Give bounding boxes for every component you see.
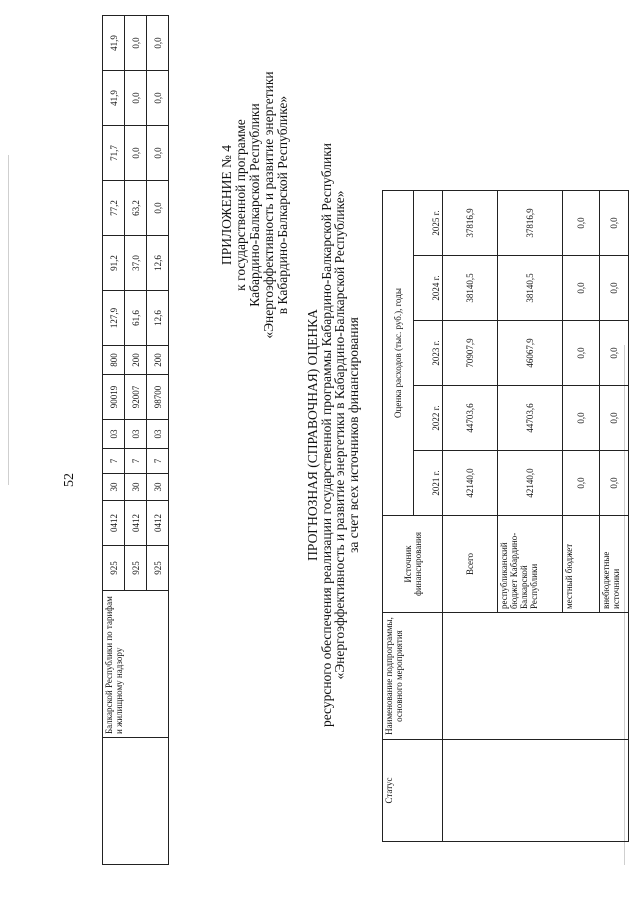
- table-cell: 63,2: [125, 181, 147, 236]
- org-name-cell: Балкарской Республики по тарифам и жилищному надзору: [103, 591, 169, 738]
- value-cell: 0,0: [563, 451, 600, 516]
- resource-table: [382, 190, 629, 842]
- table-cell: 127,9: [103, 291, 125, 346]
- blank-cell: [103, 738, 169, 865]
- value-cell: 0,0: [600, 191, 629, 256]
- header-source: Источник финансирования: [383, 516, 443, 613]
- table-cell: 0,0: [147, 126, 169, 181]
- header-year: 2023 г.: [414, 321, 443, 386]
- value-cell: 0,0: [563, 386, 600, 451]
- name-cell: [443, 613, 629, 740]
- header-year: 2025 г.: [414, 191, 443, 256]
- appendix-block: [220, 15, 290, 395]
- table-cell: 7: [103, 449, 125, 474]
- table-cell: 77,2: [103, 181, 125, 236]
- value-cell: 0,0: [600, 256, 629, 321]
- table-cell: 03: [103, 420, 125, 449]
- table-cell: 200: [147, 346, 169, 375]
- table-cell: 0412: [125, 501, 147, 546]
- top-table: [102, 15, 169, 865]
- header-year: 2021 г.: [414, 451, 443, 516]
- value-cell: 42140,0: [498, 451, 563, 516]
- heading-line: за счет всех источников финансирования: [345, 317, 361, 553]
- table-cell: 90019: [103, 375, 125, 420]
- header-year: 2022 г.: [414, 386, 443, 451]
- source-cell: Всего: [443, 516, 498, 613]
- table-cell: 0,0: [147, 71, 169, 126]
- document-heading: [306, 45, 360, 825]
- value-cell: 38140,5: [498, 256, 563, 321]
- table-cell: 800: [103, 346, 125, 375]
- table-row: [443, 191, 498, 842]
- table-cell: 7: [125, 449, 147, 474]
- heading-line: ресурсного обеспечения реализации государственной программы Кабардино-Балкарской Республики: [318, 142, 334, 728]
- value-cell: 0,0: [600, 451, 629, 516]
- header-estimate: Оценка расходов (тыс. руб.), годы: [383, 191, 414, 516]
- table-cell: 0,0: [125, 16, 147, 71]
- table-cell: 71,7: [103, 126, 125, 181]
- source-cell: внебюджетные источники: [600, 516, 629, 613]
- table-row: [103, 16, 125, 865]
- table-cell: 03: [125, 420, 147, 449]
- appendix-title: ПРИЛОЖЕНИЕ № 4: [219, 144, 234, 266]
- value-cell: 0,0: [600, 386, 629, 451]
- appendix-line: Кабардино-Балкарской Республики: [247, 103, 262, 307]
- table-cell: 0,0: [147, 181, 169, 236]
- value-cell: 38140,5: [443, 256, 498, 321]
- heading-line: «Энергоэффективность и развитие энергетики в Кабардино-Балкарской Республике»: [332, 190, 347, 680]
- value-cell: 42140,0: [443, 451, 498, 516]
- header-year: 2024 г.: [414, 256, 443, 321]
- value-cell: 46067,9: [498, 321, 563, 386]
- table-cell: 92007: [125, 375, 147, 420]
- table-cell: 0412: [103, 501, 125, 546]
- table-cell: 0412: [147, 501, 169, 546]
- table-cell: 37,0: [125, 236, 147, 291]
- table-cell: 98700: [147, 375, 169, 420]
- header-status: Статус: [383, 740, 443, 842]
- table-cell: 925: [103, 546, 125, 591]
- table-cell: 0,0: [125, 126, 147, 181]
- table-cell: 03: [147, 420, 169, 449]
- table-cell: 91,2: [103, 236, 125, 291]
- value-cell: 44703,6: [443, 386, 498, 451]
- status-cell: [443, 740, 629, 842]
- table-cell: 925: [125, 546, 147, 591]
- value-cell: 70907,9: [443, 321, 498, 386]
- appendix-line: «Энергоэффективность и развитие энергетики: [261, 71, 276, 339]
- table-cell: 0,0: [125, 71, 147, 126]
- table-cell: 12,6: [147, 291, 169, 346]
- source-cell: местный бюджет: [563, 516, 600, 613]
- value-cell: 37816,9: [443, 191, 498, 256]
- scan-artifact-line: [8, 155, 9, 485]
- table-cell: 0,0: [147, 16, 169, 71]
- value-cell: 0,0: [600, 321, 629, 386]
- appendix-line: к государственной программе: [233, 119, 248, 291]
- table-cell: 61,6: [125, 291, 147, 346]
- appendix-line: в Кабардино-Балкарской Республике»: [275, 95, 290, 315]
- value-cell: 44703,6: [498, 386, 563, 451]
- value-cell: 37816,9: [498, 191, 563, 256]
- table-cell: 41,9: [103, 71, 125, 126]
- header-row: [383, 191, 414, 842]
- value-cell: 0,0: [563, 256, 600, 321]
- header-name: Наименование подпрограммы, основного мероприятия: [383, 613, 443, 740]
- table-cell: 7: [147, 449, 169, 474]
- value-cell: 0,0: [563, 191, 600, 256]
- table-cell: 12,6: [147, 236, 169, 291]
- page-number: 52: [62, 473, 77, 487]
- table-cell: 30: [125, 474, 147, 501]
- table-cell: 30: [103, 474, 125, 501]
- table-cell: 41,9: [103, 16, 125, 71]
- value-cell: 0,0: [563, 321, 600, 386]
- heading-title: ПРОГНОЗНАЯ (СПРАВОЧНАЯ) ОЦЕНКА: [305, 309, 320, 561]
- table-cell: 925: [147, 546, 169, 591]
- table-cell: 30: [147, 474, 169, 501]
- source-cell: республиканский бюджет Кабардино-Балкарской Республики: [498, 516, 563, 613]
- table-cell: 200: [125, 346, 147, 375]
